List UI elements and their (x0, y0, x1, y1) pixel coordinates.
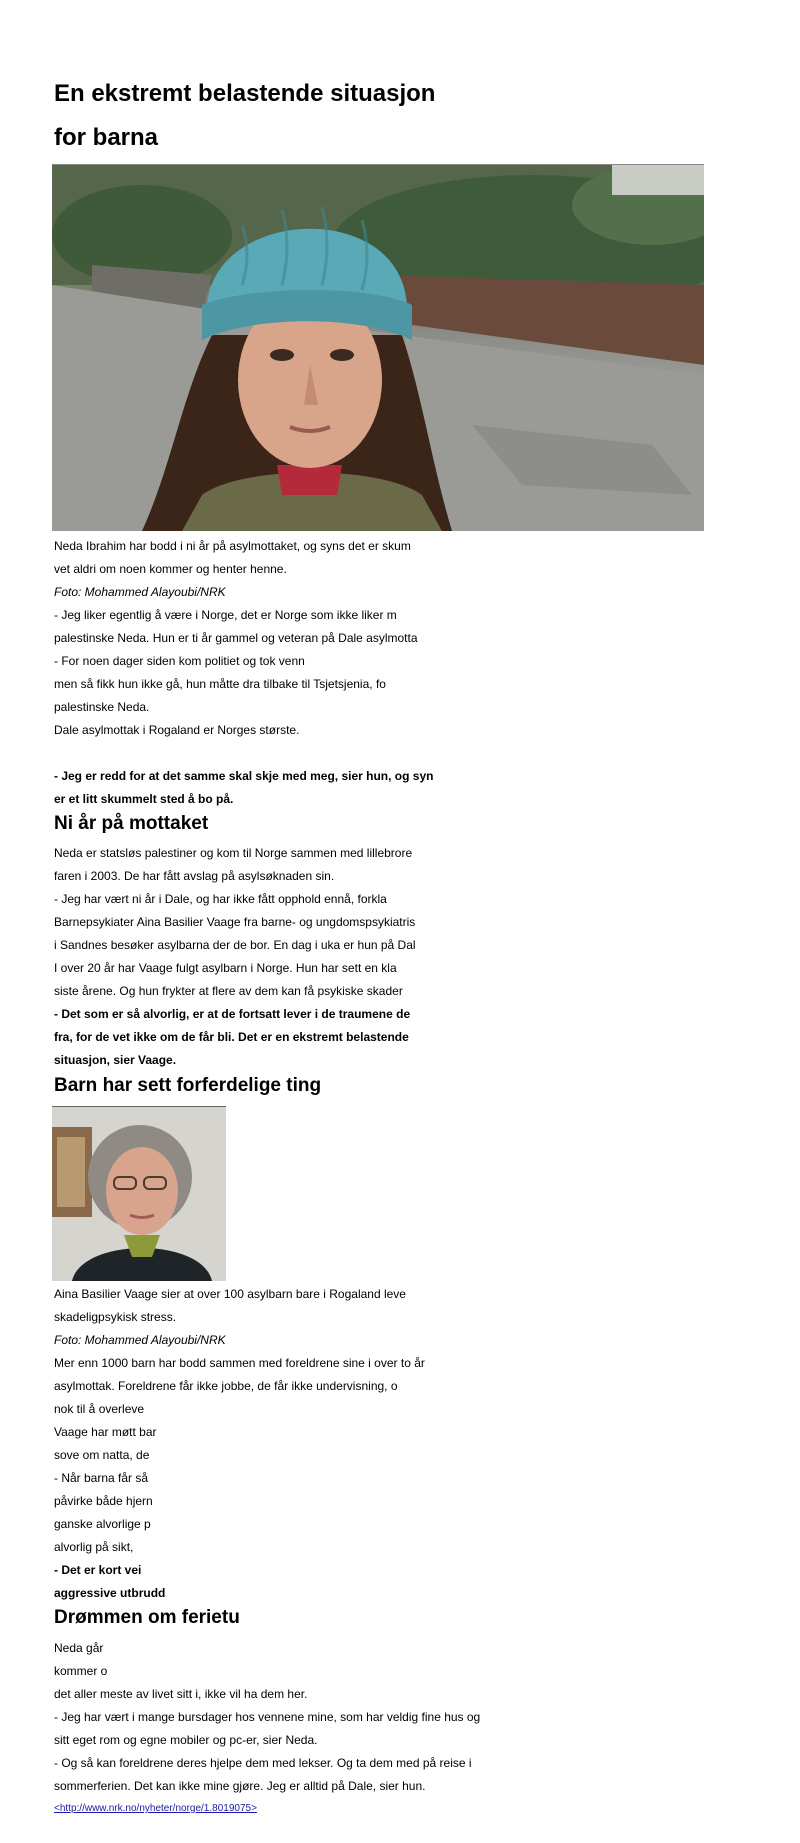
body-line: i Sandnes besøker asylbarna der de bor. En dag i uka er hun på Dal (54, 938, 416, 952)
intro-line: Dale asylmottak i Rogaland er Norges største. (54, 723, 300, 737)
quote-line: - Det er kort vei (54, 1563, 142, 1577)
vaage-photo (52, 1106, 226, 1281)
body-line: - Og så kan foreldrene deres hjelpe dem med lekser. Og ta dem med på reise i (54, 1756, 472, 1770)
body-line: Barnepsykiater Aina Basilier Vaage fra barne- og ungdomspsykiatris (54, 915, 416, 929)
vaage-photo-illustration (52, 1107, 226, 1281)
source-link[interactable]: <http://www.nrk.no/nyheter/norge/1.8019075> (54, 1803, 257, 1814)
intro-line: - For noen dager siden kom politiet og tok venn (54, 654, 305, 668)
body-line: faren i 2003. De har fått avslag på asylsøknaden sin. (54, 869, 335, 883)
girl-photo-illustration (52, 165, 704, 531)
body-line: sitt eget rom og egne mobiler og pc-er, sier Neda. (54, 1733, 318, 1747)
body-line: påvirke både hjern (54, 1494, 153, 1508)
body-line: ganske alvorlige p (54, 1517, 151, 1531)
quote-line: aggressive utbrudd (54, 1586, 166, 1600)
body-line: det aller meste av livet sitt i, ikke vil ha dem her. (54, 1687, 308, 1701)
body-line: - Jeg har vært ni år i Dale, og har ikke fått opphold ennå, forkla (54, 892, 387, 906)
intro-line: - Jeg liker egentlig å være i Norge, det er Norge som ikke liker m (54, 608, 397, 622)
body-line: Neda er statsløs palestiner og kom til Norge sammen med lillebrore (54, 846, 413, 860)
body-line: sommerferien. Det kan ikke mine gjøre. Jeg er alltid på Dale, sier hun. (54, 1779, 426, 1793)
body-line: - Jeg har vært i mange bursdager hos vennene mine, som har veldig fine hus og (54, 1710, 481, 1724)
body-line: nok til å overleve (54, 1402, 145, 1416)
photo-credit: Foto: Mohammed Alayoubi/NRK (54, 1333, 226, 1347)
photo-caption-line-2: skadeligpsykisk stress. (54, 1310, 177, 1324)
body-line: Mer enn 1000 barn har bodd sammen med foreldrene sine i over to år (54, 1356, 425, 1370)
body-line: I over 20 år har Vaage fulgt asylbarn i Norge. Hun har sett en kla (54, 961, 397, 975)
quote-line: fra, for de vet ikke om de får bli. Det er en ekstremt belastende (54, 1030, 409, 1044)
body-line: Vaage har møtt bar (54, 1425, 157, 1439)
photo-caption-line-2: vet aldri om noen kommer og henter henne. (54, 562, 287, 576)
intro-line: palestinske Neda. (54, 700, 150, 714)
quote-line: - Det som er så alvorlig, er at de fortsatt lever i de traumene de (54, 1007, 411, 1021)
intro-line: palestinske Neda. Hun er ti år gammel og veteran på Dale asylmotta (54, 631, 418, 645)
body-line: sove om natta, de (54, 1448, 150, 1462)
article-title-line-1: En ekstremt belastende situasjon (54, 80, 436, 107)
body-line: kommer o (54, 1664, 108, 1678)
body-line: - Når barna får så (54, 1471, 149, 1485)
quote-line: er et litt skummelt sted å bo på. (54, 792, 234, 806)
body-line: asylmottak. Foreldrene får ikke jobbe, de får ikke undervisning, o (54, 1379, 398, 1393)
section-heading-drommen: Drømmen om ferietu (54, 1607, 240, 1628)
quote-line: situasjon, sier Vaage. (54, 1053, 177, 1067)
photo-caption-line-1: Aina Basilier Vaage sier at over 100 asylbarn bare i Rogaland leve (54, 1287, 406, 1301)
article-title-line-2: for barna (54, 124, 159, 151)
quote-line: - Jeg er redd for at det samme skal skje med meg, sier hun, og syn (54, 769, 434, 783)
girl-photo (52, 164, 704, 531)
photo-credit: Foto: Mohammed Alayoubi/NRK (54, 585, 226, 599)
intro-line: men så fikk hun ikke gå, hun måtte dra tilbake til Tsjetsjenia, fo (54, 677, 386, 691)
section-heading-barn: Barn har sett forferdelige ting (54, 1075, 322, 1096)
photo-caption-line-1: Neda Ibrahim har bodd i ni år på asylmottaket, og syns det er skum (54, 539, 411, 553)
section-heading-ni-ar: Ni år på mottaket (54, 813, 209, 834)
body-line: Neda går (54, 1641, 104, 1655)
body-line: alvorlig på sikt, (54, 1540, 134, 1554)
body-line: siste årene. Og hun frykter at flere av dem kan få psykiske skader (54, 984, 403, 998)
